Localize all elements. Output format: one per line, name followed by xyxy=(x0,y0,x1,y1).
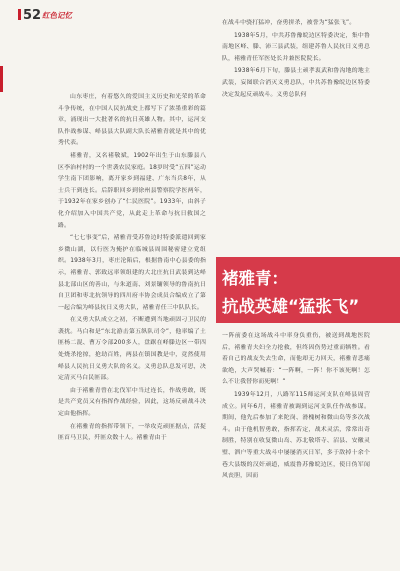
paragraph: 褚雅青，又名褚敬斌，1902年出生于山东滕县八区李治村村的一个世袭农民家庭。18岁时受“五四”运动学生南下团影响，离开家乡到福建、广东当兵8年，从士兵干到连长。后辞职回乡到徐州县警察院学医两年，于1932年在家乡创办了“仁民医院”。1933年，由斜子化介绍加入中国共产党，从此走上革命与抗日救国之路。 xyxy=(58,152,206,229)
page-number-marker xyxy=(18,9,21,20)
paragraph: 在褚雅青的指挥带领下，一举攻克顽匪据点，活捉匪首马卫民，歼匪众数十人。褚雅青由于 xyxy=(58,423,206,442)
edge-tab xyxy=(0,66,3,92)
paragraph: 1939年12月，八路军115师运河支队在峄县周营成立。同年6月，褚雅青被调到运河支队任作战参谋。期间，他先后参加了来陀岗、滑槐树和微山岛等多次战斗。由于他机智勇敢，指挥若定，战术灵活，常常出奇制胜，特别在收复微山岛、苏北敬塔寺、沼县、安徽灵璧、泗户等重大战斗中屡屡消灭日军，多于敌掉十余个巷大县级的汉奸顽道，威震鲁苏豫皖边区，使日伪军闻风丧胆，因而 xyxy=(222,391,370,480)
paragraph: 1938年6月下旬，滕县土顽孝衷武和鲁沟地的地主武装，妄图联合消灭义勇总队，中共苏鲁豫皖边区特委决定发起反顽战斗。义勇总队何 xyxy=(222,68,370,98)
article-title-line-1: 褚雅青： xyxy=(222,269,288,288)
page-number xyxy=(18,8,41,23)
paragraph: 由于褚雅青曾在北伐军中当过连长，作战勇敢，既是共产党员又有指挥作战经验，因此，这场反顽战斗决定由他指挥。 xyxy=(58,387,206,418)
paragraph: 山东枣庄，有着悠久的爱国主义历史和光荣的革命斗争传统，在中国人民抗战史上都写下了浓墨重彩的篇章，涌现出一大批著名的抗日英雄人物。其中，运河支队作战参谋、峄县县大队副大队长褚雅青就是其中的优秀代表。 xyxy=(58,94,206,147)
article-title-banner xyxy=(216,257,400,323)
paragraph: 在战斗中骁打猛冲，奋勇拼杀，被誉为“猛张飞”。 xyxy=(222,20,356,26)
paragraph: “七七事变”后，褚雅青受苏鲁边时特委派遣回到家乡微山湖，以行医为掩护在临城县周围秘密建立党组织。1938年3月，枣庄沦陷后，根据鲁南中心县委的指示，褚雅青、郭致远率领组建的大北庄抗日武装到达峄县北部山区的善山，与朱道南、刘景镛领导的鲁南抗日自卫团和枣北抗领导的四川府丰协会成员合编成立了第一起合编为峄县抗日义勇大队，褚雅青任三中队队长。 xyxy=(58,235,206,311)
paragraph: 在义勇大队成立之初，不断遭到当地顽固刁卫民的袭扰。马白和是“东北游击第五纵队司令”，他率编了土匪杨二混、曹万令部200多人，盘踞在峄滕边区一带四处烧杀抢掠，抢劫百姓，两县在镇国教是中，竟然使用峄县人民抗日义勇大队的名义。义勇总队总发可思，决定清灭马白民匪部。 xyxy=(58,317,206,382)
article-title-line-2: 抗战英雄“猛张飞” xyxy=(222,297,360,316)
paragraph: 1938年5月，中共苏鲁豫皖边区特委决定，集中鲁南地区峄、滕、沛三县武装，组建苏鲁人民抗日义勇总队，褚雅青任军医处长并兼医院院长。 xyxy=(222,32,370,62)
paragraph: 一阵前委在这场战斗中率身负重伤，被送到战地医院后，褚雅青夫妇全力抢救，但终因伤势过重而牺牲。看着自己的战友失去生命，而他却无力回天，褚雅青悲痛欲绝，大声哭喊着：“一阵啊，一阵！你不该死啊！怎么不让我替你而死啊！” xyxy=(222,333,370,386)
right-column-top xyxy=(222,18,370,102)
page-number-text: 52 xyxy=(23,8,42,23)
section-title: 红色记忆 xyxy=(42,11,72,20)
left-column xyxy=(58,92,206,446)
right-column-bottom xyxy=(222,331,370,484)
